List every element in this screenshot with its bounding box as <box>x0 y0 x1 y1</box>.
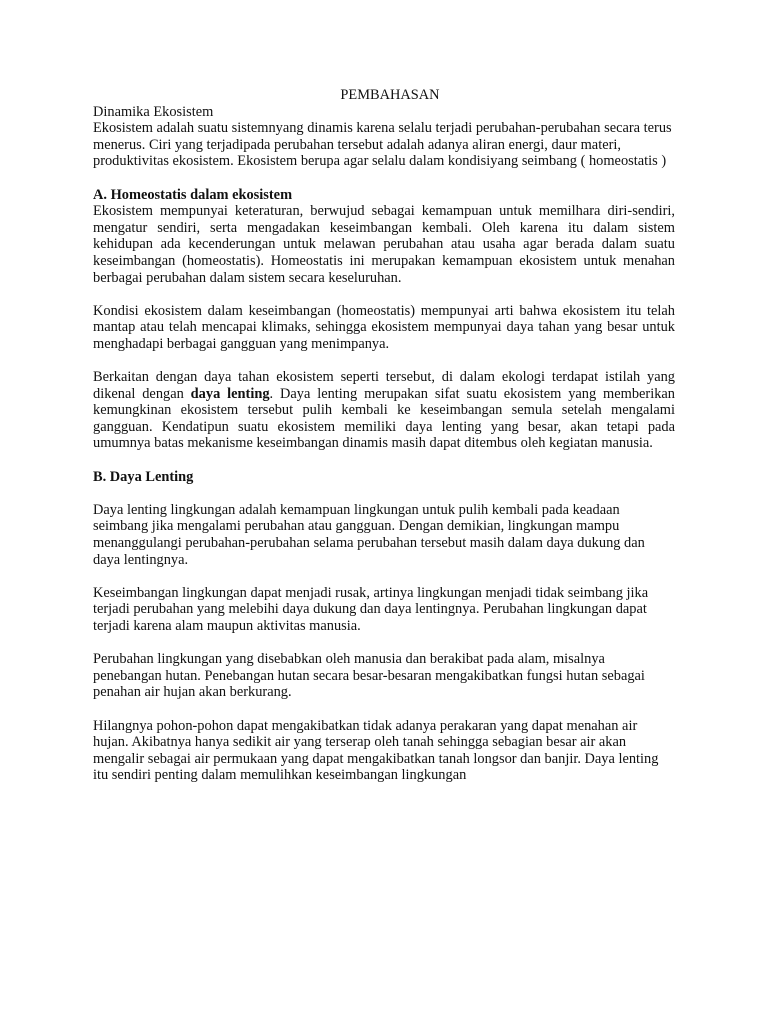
section-a-paragraph-1: Ekosistem mempunyai keteraturan, berwujud sebagai kemampuan untuk memilhara diri-sendiri, mengatur sendiri, serta mengadakan keseimbangan kembali. Oleh karena itu dalam sistem kehidupan ada kecenderungan untuk melawan perubahan atau usaha agar berada dalam suatu keseimbangan (homeostatis). Homeostatis ini merupakan kemampuan ekosistem untuk menahan berbagai perubahan dalam sistem secara keseluruhan. <box>93 203 675 286</box>
spacer <box>93 485 675 502</box>
bold-term-daya-lenting: daya lenting <box>190 385 270 402</box>
section-a-heading: A. Homeostatis dalam ekosistem <box>93 186 293 203</box>
section-b-paragraph-1: Daya lenting lingkungan adalah kemampuan lingkungan untuk pulih kembali pada keadaan seimbang jika mengalami perubahan atau gangguan. Dengan demikian, lingkungan mampu menanggulangi perubahan-perubahan selama perubahan tersebut masih dalam daya dukung dan daya lentingnya. <box>93 501 645 568</box>
section-a-paragraph-3 <box>93 369 675 452</box>
document-page <box>93 87 675 784</box>
section-b-paragraph-3: Perubahan lingkungan yang disebabkan oleh manusia dan berakibat pada alam, misalnya penebangan hutan. Penebangan hutan secara besar-besaran mengakibatkan fungsi hutan sebagai penahan air hujan akan berkurang. <box>93 651 645 701</box>
document-title: PEMBAHASAN <box>340 87 440 103</box>
intro-paragraph: Ekosistem adalah suatu sistemnyang dinamis karena selalu terjadi perubahan-perubahan secara terus menerus. Ciri yang terjadipada perubahan tersebut adalah adanya aliran energi, daur materi, produktivitas ekosistem. Ekosistem berupa agar selalu dalam kondisiyang seimbang ( homeostatis ) <box>93 120 672 170</box>
paragraph-text: . Daya lenting merupakan sifat suatu ekosistem yang memberikan kemungkinan ekosistem tersebut pulih kembali ke keseimbangan semula setelah mengalami gangguan. Kendatipun suatu ekosistem memiliki daya lenting yang besar, akan tetapi pada umumnya batas mekanisme keseimbangan dinamis masih dapat ditembus oleh kegiatan manusia. <box>93 385 675 452</box>
document-subtitle: Dinamika Ekosistem <box>93 103 214 120</box>
section-b-paragraph-4: Hilangnya pohon-pohon dapat mengakibatkan tidak adanya perakaran yang dapat menahan air hujan. Akibatnya hanya sedikit air yang terserap oleh tanah sehingga sebagian besar air akan mengalir sebagai air permukaan yang dapat mengakibatkan tanah longsor dan banjir. Daya lenting itu sendiri penting dalam memulihkan keseimbangan lingkungan <box>93 717 659 784</box>
paragraph-text: Berkaitan dengan daya tahan ekosistem seperti tersebut, di dalam ekologi terdapat istilah yang dikenal dengan <box>93 369 675 402</box>
section-b-heading: B. Daya Lenting <box>93 468 194 485</box>
section-b-paragraph-2: Keseimbangan lingkungan dapat menjadi rusak, artinya lingkungan menjadi tidak seimbang jika terjadi perubahan yang melebihi daya dukung dan daya lentingnya. Perubahan lingkungan dapat terjadi karena alam maupun aktivitas manusia. <box>93 584 649 634</box>
section-a-paragraph-2: Kondisi ekosistem dalam keseimbangan (homeostatis) mempunyai arti bahwa ekosistem itu telah mantap atau telah mencapai klimaks, sehingga ekosistem mempunyai daya tahan yang besar untuk menghadapi berbagai gangguan yang menimpanya. <box>93 302 675 352</box>
